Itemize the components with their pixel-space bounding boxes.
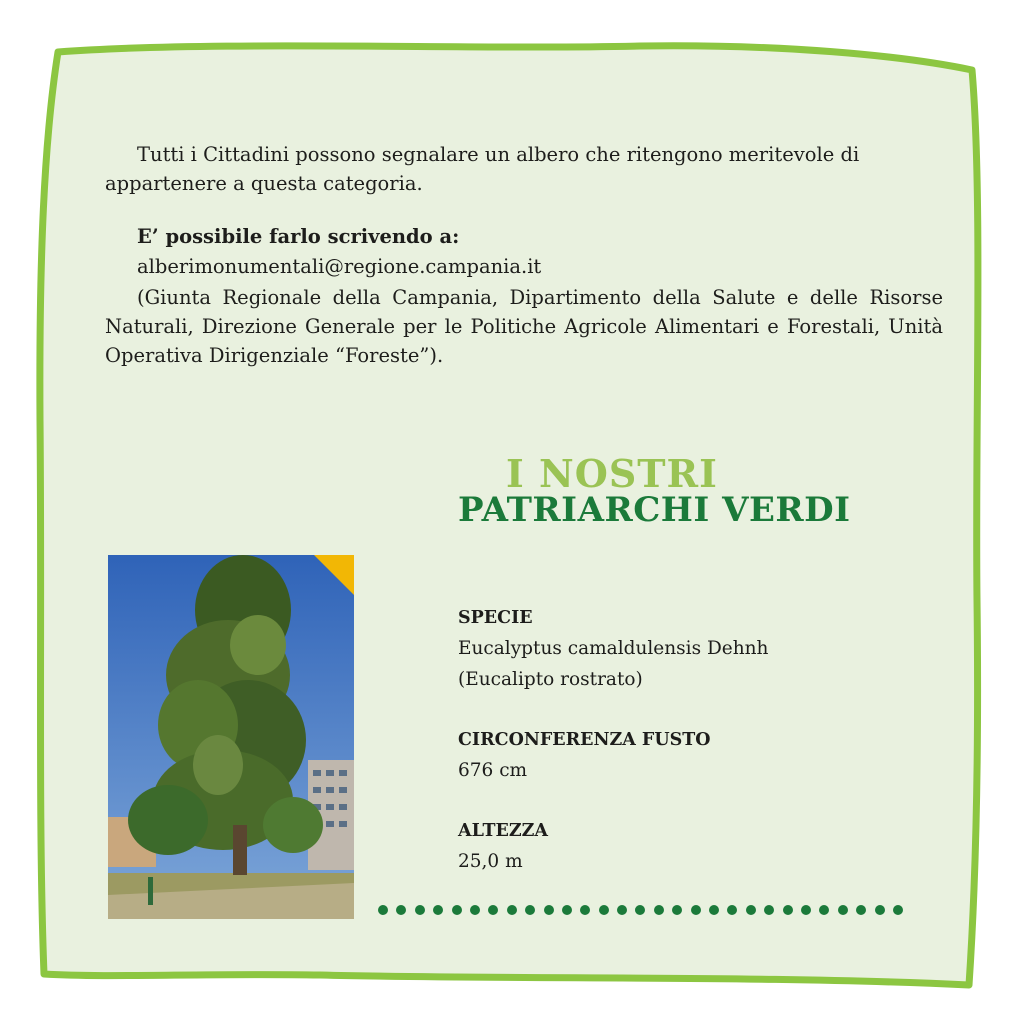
species-label: SPECIE (458, 608, 533, 628)
section-title (458, 452, 878, 542)
divider-dot (488, 905, 498, 915)
divider-dot (525, 905, 535, 915)
divider-dot (893, 905, 903, 915)
circumference-block (458, 725, 711, 786)
divider-dot (856, 905, 866, 915)
divider-dot (378, 905, 388, 915)
height-value: 25,0 m (458, 851, 523, 872)
height-block (458, 816, 548, 877)
divider-dot (544, 905, 554, 915)
tree-photo (108, 555, 354, 919)
species-common: (Eucalipto rostrato) (458, 669, 643, 690)
divider-dot (654, 905, 664, 915)
divider-dot (875, 905, 885, 915)
circumference-label: CIRCONFERENZA FUSTO (458, 730, 711, 750)
divider-dot (783, 905, 793, 915)
divider-dot (452, 905, 462, 915)
contact-address: (Giunta Regionale della Campania, Dipartimento della Salute e delle Risorse Naturali, Direzione Generale per le Politiche Agricole Alimentari e Forestali, Unità Operativa Dirigenziale “Foreste”). (105, 286, 943, 367)
divider-dot (562, 905, 572, 915)
divider-dot (691, 905, 701, 915)
divider-dot (507, 905, 517, 915)
divider-dot (801, 905, 811, 915)
species-value: Eucalyptus camaldulensis Dehnh (458, 638, 769, 659)
divider-dot (635, 905, 645, 915)
intro-paragraph (105, 140, 943, 198)
divider-dot (672, 905, 682, 915)
divider-dot (727, 905, 737, 915)
divider-dot (838, 905, 848, 915)
contact-email[interactable]: alberimonumentali@regione.campania.it (137, 255, 542, 278)
tree-trunk (233, 825, 247, 875)
divider-dot (470, 905, 480, 915)
height-label: ALTEZZA (458, 821, 548, 841)
circumference-value: 676 cm (458, 760, 528, 781)
divider-dot (617, 905, 627, 915)
divider-dot (746, 905, 756, 915)
title-top: I NOSTRI (506, 451, 718, 496)
divider-dot (709, 905, 719, 915)
divider-dot (396, 905, 406, 915)
species-block (458, 603, 768, 695)
contact-heading: E’ possibile farlo scrivendo a: (137, 225, 460, 248)
divider-dot (819, 905, 829, 915)
divider-dot (580, 905, 590, 915)
dotted-divider (378, 905, 903, 919)
divider-dot (433, 905, 443, 915)
divider-dot (415, 905, 425, 915)
divider-dot (599, 905, 609, 915)
intro-line-1: Tutti i Cittadini possono segnalare un albero che ritengono meritevole di (137, 143, 860, 166)
divider-dot (764, 905, 774, 915)
title-bottom: PATRIARCHI VERDI (458, 490, 851, 530)
intro-line-2: appartenere a questa categoria. (105, 172, 423, 195)
